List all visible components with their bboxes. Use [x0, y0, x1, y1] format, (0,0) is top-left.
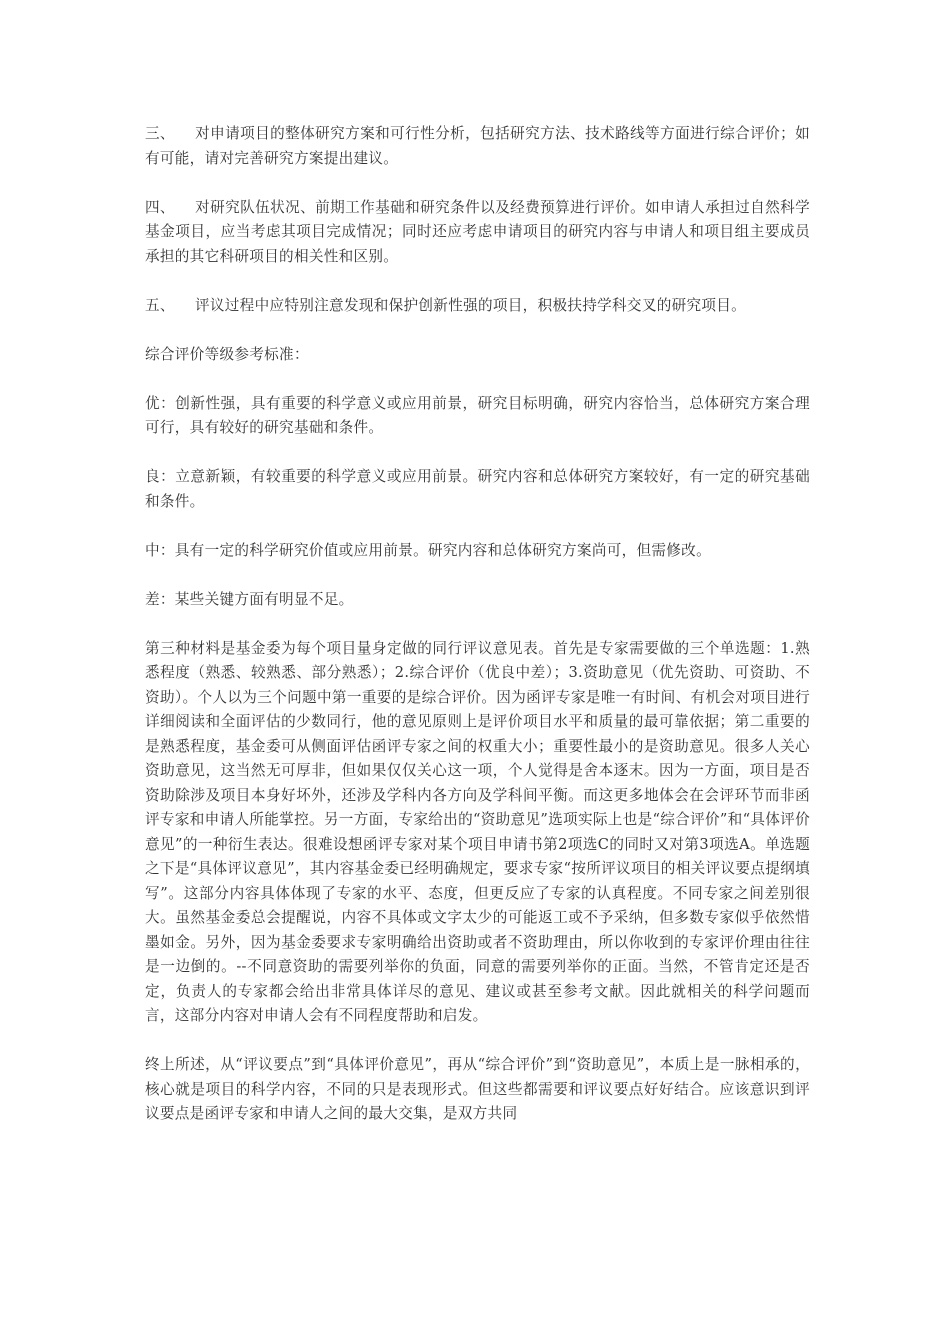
- grade-poor: 差：某些关键方面有明显不足。: [145, 590, 354, 608]
- criterion-5: [145, 294, 810, 319]
- criterion-3: [145, 122, 810, 171]
- criterion-text: 评议过程中应特别注意发现和保护创新性强的项目，积极扶持学科交叉的研究项目。: [195, 296, 747, 314]
- grade-excellent: 优：创新性强，具有重要的科学意义或应用前景，研究目标明确，研究内容恰当，总体研究方案合理可行，具有较好的研究基础和条件。: [145, 394, 810, 436]
- document-page: [145, 122, 810, 1127]
- criterion-text: 对研究队伍状况、前期工作基础和研究条件以及经费预算进行评价。如申请人承担过自然科学基金项目，应当考虑其项目完成情况；同时还应考虑申请项目的研究内容与申请人和项目组主要成员承担的其它科研项目的相关性和区别。: [145, 198, 810, 265]
- grade-medium: 中：具有一定的科学研究价值或应用前景。研究内容和总体研究方案尚可，但需修改。: [145, 541, 711, 559]
- body-paragraph: 第三种材料是基金委为每个项目量身定做的同行评议意见表。首先是专家需要做的三个单选题：1.熟悉程度（熟悉、较熟悉、部分熟悉）；2.综合评价（优良中差）；3.资助意见（优先资助、可资助、不资助）。个人以为三个问题中第一重要的是综合评价。因为函评专家是唯一有时间、有机会对项目进行详细阅读和全面评估的少数同行，他的意见原则上是评价项目水平和质量的最可靠依据；第二重要的是熟悉程度，基金委可从侧面评估函评专家之间的权重大小；重要性最小的是资助意见。很多人关心资助意见，这当然无可厚非，但如果仅仅关心这一项，个人觉得是舍本逐末。因为一方面，项目是否资助除涉及项目本身好坏外，还涉及学科内各方向及学科间平衡。而这更多地体会在会评环节而非函评专家和申请人所能掌控。另一方面，专家给出的“资助意见”选项实际上也是“综合评价”和“具体评价意见”的一种衍生表达。很难设想函评专家对某个项目申请书第2项选C的同时又对第3项选A。单选题之下是“具体评议意见”，其内容基金委已经明确规定，要求专家“按所评议项目的相关评议要点提纲填写”。这部分内容具体体现了专家的水平、态度，但更反应了专家的认真程度。不同专家之间差别很大。虽然基金委总会提醒说，内容不具体或文字太少的可能返工或不予采纳，但多数专家似乎依然惜墨如金。另外，因为基金委要求专家明确给出资助或者不资助理由，所以你收到的专家评价理由往往是一边倒的。--不同意资助的需要列举你的负面，同意的需要列举你的正面。当然，不管肯定还是否定，负责人的专家都会给出非常具体详尽的意见、建议或甚至参考文献。因此就相关的科学问题而言，这部分内容对申请人会有不同程度帮助和启发。: [145, 639, 810, 1024]
- grade-heading: 综合评价等级参考标准：: [145, 345, 309, 363]
- criterion-number: 三、: [145, 125, 175, 142]
- criterion-number: 五、: [145, 296, 175, 314]
- criterion-4: [145, 196, 810, 270]
- criterion-number: 四、: [145, 198, 175, 216]
- criterion-text: 对申请项目的整体研究方案和可行性分析，包括研究方法、技术路线等方面进行综合评价；如有可能，请对完善研究方案提出建议。: [145, 125, 810, 167]
- grade-good: 良：立意新颖，有较重要的科学意义或应用前景。研究内容和总体研究方案较好，有一定的研究基础和条件。: [145, 468, 810, 510]
- conclusion-paragraph: 终上所述，从“评议要点”到“具体评价意见”，再从“综合评价”到“资助意见”，本质上是一脉相承的，核心就是项目的科学内容，不同的只是表现形式。但这些都需要和评议要点好好结合。应该意识到评议要点是函评专家和申请人之间的最大交集，是双方共同: [145, 1056, 810, 1122]
